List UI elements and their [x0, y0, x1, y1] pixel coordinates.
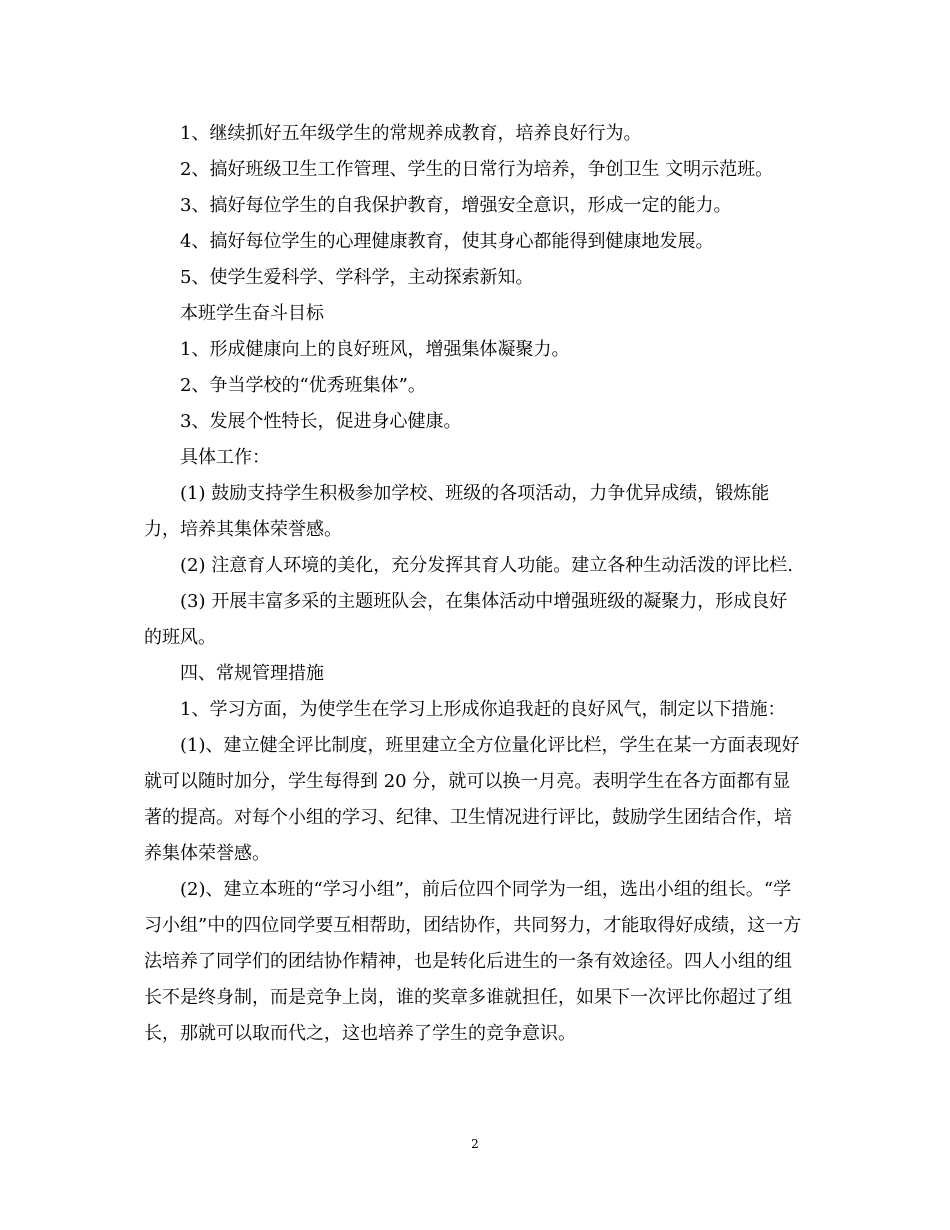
paragraph-item-1: 1、继续抓好五年级学生的常规养成教育，培养良好行为。 [180, 123, 642, 144]
goal-item-3: 3、发展个性特长，促进身心健康。 [180, 411, 462, 432]
section-heading-work: 具体工作： [180, 447, 270, 468]
work-item-3: (3) 开展丰富多采的主题班队会，在集体活动中增强班级的凝聚力，形成良好的班风。 [144, 591, 788, 648]
work-item-1: (1) 鼓励支持学生积极参加学校、班级的各项活动，力争优异成绩，锻炼能力，培养其集体荣誉感。 [144, 483, 770, 540]
goal-item-2: 2、争当学校的“优秀班集体”。 [180, 375, 426, 396]
goal-item-1: 1、形成健康向上的良好班风，增强集体凝聚力。 [180, 339, 570, 360]
section-heading-goals: 本班学生奋斗目标 [180, 303, 324, 324]
page-number: 2 [471, 1137, 479, 1151]
paragraph-item-2: 2、搞好班级卫生工作管理、学生的日常行为培养，争创卫生 文明示范班。 [180, 159, 774, 180]
document-body [144, 116, 804, 1052]
work-item-2: (2) 注意育人环境的美化，充分发挥其育人功能。建立各种生动活泼的评比栏. [180, 555, 793, 576]
paragraph-item-4: 4、搞好每位学生的心理健康教育，使其身心都能得到健康地发展。 [180, 231, 714, 252]
measure-subitem-2: (2)、建立本班的“学习小组”，前后位四个同学为一组，选出小组的组长。“学习小组”中的四位同学要互相帮助，团结协作，共同努力，才能取得好成绩，这一方法培养了同学们的团结协作精神，也是转化后进生的一条有效途径。四人小组的组长不是终身制，而是竞争上岗，谁的奖章多谁就担任，如果下一次评比你超过了组长，那就可以取而代之，这也培养了学生的竞争意识。 [144, 879, 802, 1044]
section-heading-measures: 四、常规管理措施 [180, 663, 324, 684]
measure-item-1: 1、学习方面，为使学生在学习上形成你追我赶的良好风气，制定以下措施： [180, 699, 786, 720]
measure-subitem-1: (1)、建立健全评比制度，班里建立全方位量化评比栏，学生在某一方面表现好就可以随时加分，学生每得到 20 分，就可以换一月亮。表明学生在各方面都有显著的提高。对每个小组的学习、纪律、卫生情况进行评比，鼓励学生团结合作，培养集体荣誉感。 [144, 735, 800, 864]
paragraph-item-3: 3、搞好每位学生的自我保护教育，增强安全意识，形成一定的能力。 [180, 195, 732, 216]
paragraph-item-5: 5、使学生爱科学、学科学，主动探索新知。 [180, 267, 534, 288]
